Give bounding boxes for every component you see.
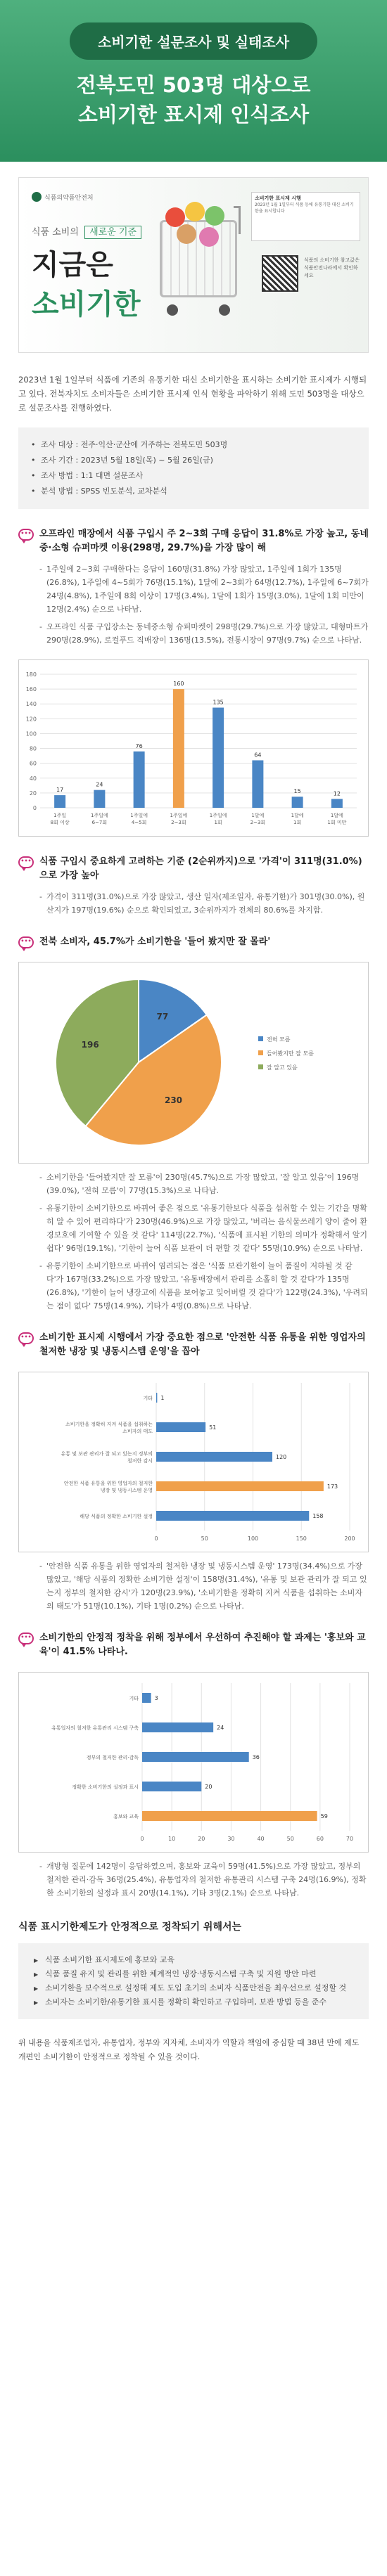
section-q3-bullet: - 소비기한을 '들어봤지만 잘 모름'이 230명(45.7%)으로 가장 많았고, '잘 알고 있음'이 196명(39.0%), '전혀 모름'이 77명(15.3%)으로 나타남.: [39, 1171, 369, 1197]
header-pill: 소비기한 설문조사 및 실태조사: [70, 22, 317, 60]
x-tick-label: 6~7회: [91, 820, 108, 825]
x-tick-label: 0: [140, 1836, 144, 1842]
notice-board: [251, 192, 360, 241]
data-label: 64: [254, 752, 262, 759]
y-tick-label: 20: [29, 790, 37, 797]
data-label: 173: [326, 1483, 338, 1490]
page-title: [0, 70, 387, 129]
ministry-logo-text: 식품의약품안전처: [44, 194, 94, 202]
most-important-chart: [18, 1372, 369, 1552]
y-tick-label: 기타: [143, 1396, 153, 1401]
y-tick-label: 해당 식품의 정확한 소비기한 설정: [80, 1514, 153, 1519]
data-label: 120: [276, 1454, 287, 1460]
legend-label: 잘 알고 있음: [267, 1064, 298, 1071]
data-label: 15: [293, 788, 301, 795]
y-tick-label: 40: [29, 775, 37, 782]
x-tick-label: 1주일에: [170, 813, 188, 818]
section-q2-title: 식품 구입시 중요하게 고려하는 기준 (2순위까지)으로 '가격'이 311명(31.0%)으로 가장 높아: [39, 856, 362, 881]
data-label: 196: [81, 1040, 99, 1050]
x-tick-label: 30: [227, 1836, 235, 1842]
y-tick-label: 120: [25, 716, 37, 723]
conclusion-paragraph: 위 내용을 식품제조업자, 유통업자, 정부와 지자체, 소비자가 역할과 책임에 중심할 때 38년 만에 제도 개편인 소비기한이 안정적으로 정착될 수 있을 것이다.: [18, 2038, 360, 2061]
legend-label: 전혀 모름: [267, 1036, 291, 1043]
shopping-cart-icon: [160, 192, 237, 333]
y-tick-label: 80: [29, 745, 37, 752]
x-tick-label: 1회: [293, 820, 302, 825]
hero-headline-2: 소비기한: [32, 288, 141, 321]
data-label: 17: [56, 787, 64, 794]
legend-swatch: [258, 1050, 263, 1055]
x-tick-label: 1달에: [251, 813, 265, 818]
notice-board-title: 소비기한 표시제 시행: [255, 195, 301, 201]
section-q1: [18, 527, 369, 647]
legend-swatch: [258, 1064, 263, 1069]
bar: [156, 1481, 324, 1491]
page-title-line2: 소비기한 표시제 인식조사: [77, 103, 310, 127]
data-label: 59: [320, 1813, 328, 1820]
intro-paragraph: 2023년 1월 1일부터 식품에 기존의 유통기한 대신 소비기한을 표시하는 소비기한 표시제가 시행되고 있다. 전북자치도 소비자들은 소비기한 표시제 인식 현황을 파악하기 위해 도민 503명을 대상으로 설문조사를 진행하였다.: [18, 375, 367, 413]
speech-bubble-icon: •••: [18, 856, 34, 868]
section-q3: [18, 935, 369, 949]
hero-subtitle-prefix: 식품 소비의: [32, 227, 79, 238]
bar: [134, 752, 145, 808]
section-q5-title: 소비기한의 안정적 정착을 위해 정부에서 우선하여 추진해야 할 과제는 '홍보와 교육'이 41.5% 나타나.: [39, 1632, 366, 1657]
data-label: 24: [217, 1725, 224, 1731]
x-tick-label: 40: [257, 1836, 265, 1842]
x-tick-label: 2~3회: [250, 820, 266, 825]
data-label: 12: [333, 790, 341, 797]
section-q4-bullet: - '안전한 식품 유통을 위한 영업자의 철저한 냉장 및 냉동시스템 운영' 173명(34.4%)으로 가장 많았고, '해당 식품의 정확한 소비기한 설정'이 158명(31.4%), '유통 및 보관 관리가 잘 되고 있는지 정부의 철저한 감시'가 120명(23.9%), '소비기한을 정확히 지켜 식품을 섭취하는 소비자의 태도'가 51명(10.1%), 기타 1명(0.2%) 순으로 나타남.: [39, 1559, 369, 1613]
x-tick-label: 100: [247, 1535, 259, 1542]
section-q5-bullet: - 개방형 질문에 142명이 응답하였으며, 홍보와 교육이 59명(41.5%)으로 가장 많았고, 정부의 철저한 관리·감독 36명(25.4%), 유통업자의 철저한 유통관리 시스템 구축 24명(16.9%), 정확한 소비기한의 설정과 표시 20명(14.1%), 기타 3명(2.1%) 순으로 나타남.: [39, 1860, 369, 1900]
section-q2-bullet: - 가격이 311명(31.0%)으로 가장 많았고, 생산 일자(제조일자, 유통기한)가 301명(30.0%), 원산지가 197명(19.6%) 순으로 확인되었고, 3순위까지가 전체의 80.6%를 차지함.: [39, 890, 369, 917]
bar: [212, 708, 224, 809]
section-q1-bullet: - 오프라인 식품 구입장소는 동네중소형 슈퍼마켓이 298명(29.7%)으로 가장 많았고, 대형마트가 290명(28.9%), 로컬푸드 직매장이 136명(13.5%), 전통시장이 97명(9.7%) 순으로 나타남.: [39, 620, 369, 647]
section-q5: [18, 1631, 369, 1659]
y-tick-label: 안전한 식품 유통을 위한 영업자의 철저한: [63, 1481, 153, 1486]
qr-code-icon: [262, 255, 298, 292]
bar: [94, 790, 105, 808]
speech-bubble-icon: •••: [18, 529, 34, 541]
data-label: 51: [209, 1424, 217, 1431]
x-tick-label: 8회 이상: [50, 820, 70, 825]
bar: [156, 1511, 309, 1521]
section-q3-bullet: - 유통기한이 소비기한으로 바뀌어 염려되는 점은 '식품 보관기한이 늘어 품질이 저하될 것 같다'가 167명(33.2%)으로 가장 많았고, '유통매장에서 관리를 소홀히 할 것 같다'가 135명(26.8%), '기한이 늘어 냉장고에 식품을 보어놓고 잊어버릴 것 같다'가 122명(24.3%), '우려되는 점이 없다' 75명(14.9%), 기타가 4명(0.8%)으로 나타남.: [39, 1259, 369, 1313]
hero-headline-1: 지금은: [32, 249, 113, 281]
x-tick-label: 150: [296, 1535, 307, 1542]
y-tick-label: 소비기한을 정확히 지켜 식품을 섭취하는: [65, 1422, 153, 1427]
conclusion-item: ▶ 소비자는 소비기한/유통기한 표시를 정확히 확인하고 구입하며, 보관 방법 등을 준수: [34, 1995, 353, 2009]
section-q4-title: 소비기한 표시제 시행에서 가장 중요한 점으로 '안전한 식품 유통을 위한 영업자의 철저한 냉장 및 냉동시스템 운영'을 꼽아: [39, 1332, 366, 1357]
y-tick-label: 홍보와 교육: [113, 1814, 139, 1820]
section-q3-bullet: - 유통기한이 소비기한으로 바뀌어 좋은 점으로 '유통기한보다 식품을 섭취할 수 있는 기간을 명확히 알 수 있어 편리하다'가 230명(46.9%)으로 가장 많았고, '버리는 음식물쓰레기 양이 줄어 환경보호에 기여할 수 있을 것 같다' 114명(22.7%), '식품에 표시된 기한의 의미가 정확해서 알기 쉽다' 96명(19.1%), '기한이 늘어 식품 보관이 더 편할 것 같다' 55명(10.9%) 순으로 나타남.: [39, 1202, 369, 1255]
y-tick-label: 유통업자의 철저한 유통관리 시스템 구축: [51, 1725, 139, 1731]
ministry-logo-icon: [32, 192, 42, 202]
survey-info-item: • 조사 방법 : 1:1 대면 설문조사: [31, 468, 356, 484]
y-tick-label: 유통 및 보관 관리가 잘 되고 있는지 정부의: [61, 1451, 153, 1457]
government-tasks-chart: [18, 1672, 369, 1853]
x-tick-label: 20: [198, 1836, 205, 1842]
data-label: 77: [156, 1012, 169, 1022]
purchase-frequency-chart: [18, 659, 369, 837]
bar: [156, 1422, 205, 1432]
x-tick-label: 200: [344, 1535, 355, 1542]
data-label: 135: [212, 699, 224, 706]
data-label: 20: [205, 1784, 212, 1790]
data-label: 160: [173, 681, 184, 688]
data-label: 230: [164, 1095, 183, 1105]
conclusion-item: ▶ 식품 품질 유지 및 관리를 위한 체계적인 냉장·냉동시스템 구축 및 지원 방안 마련: [34, 1967, 353, 1981]
page-title-line1: 전북도민 503명 대상으로: [76, 73, 311, 97]
x-tick-label: 0: [154, 1535, 158, 1542]
x-tick-label: 1주일에: [91, 813, 108, 818]
conclusion-box: [18, 1943, 369, 2019]
survey-info-item: • 분석 방법 : SPSS 빈도분석, 교차분석: [31, 484, 356, 499]
section-q1-title: 오프라인 매장에서 식품 구입시 주 2~3회 구매 응답이 31.8%로 가장 높고, 동네중·소형 슈퍼마켓 이용(298명, 29.7%)을 가장 많이 해: [39, 529, 369, 553]
x-tick-label: 50: [286, 1836, 294, 1842]
speech-bubble-icon: •••: [18, 1332, 34, 1344]
data-label: 3: [154, 1695, 158, 1701]
conclusion-title: 식품 표시기한제도가 안정적으로 정착되기 위해서는: [18, 1921, 242, 1933]
y-tick-label: 0: [32, 805, 37, 811]
bar: [142, 1782, 201, 1791]
bar: [142, 1811, 317, 1821]
conclusion-item: ▶ 식품 소비기한 표시제도에 홍보와 교육: [34, 1953, 353, 1967]
data-label: 1: [160, 1395, 165, 1401]
x-tick-label: 2~3회: [171, 820, 186, 825]
section-q4: [18, 1331, 369, 1359]
data-label: 36: [252, 1754, 260, 1760]
y-tick-label: 100: [25, 730, 37, 738]
awareness-pie-chart: [18, 962, 369, 1164]
y-tick-label: 철저한 감시: [127, 1458, 153, 1464]
x-tick-label: 4~5회: [131, 820, 147, 825]
bar: [252, 760, 263, 808]
bar: [142, 1693, 151, 1703]
hero-subtitle-boxed: 새로운 기준: [84, 226, 141, 239]
bar: [142, 1752, 249, 1762]
x-tick-label: 1달에: [291, 813, 304, 818]
x-tick-label: 70: [345, 1836, 354, 1842]
hero-subtitle: [32, 224, 141, 238]
qr-caption: 식품의 소비기한 참고값은 식품안전나라에서 확인하세요: [304, 257, 360, 278]
x-tick-label: 10: [168, 1836, 176, 1842]
x-tick-label: 1주일: [53, 813, 67, 818]
x-tick-label: 1주일에: [209, 813, 227, 818]
survey-info-item: • 조사 대상 : 전주·익산·군산에 거주하는 전북도민 503명: [31, 437, 356, 453]
y-tick-label: 140: [25, 701, 37, 708]
section-q1-bullet: - 1주일에 2~3회 구매한다는 응답이 160명(31.8%) 가장 많았고, 1주일에 1회가 135명(26.8%), 1주일에 4~5회가 76명(15.1%), 1달에 2~3회가 64명(12.7%), 1주일에 6~7회가 24명(4.8%), 1주일에 8회 이상이 17명(3.4%), 1달에 1회가 15명(3.0%), 1달에 1회 미만이 12명(2.4%) 순으로 나타남.: [39, 562, 369, 616]
survey-info-item: • 조사 기간 : 2023년 5월 18일(목) ~ 5월 26일(금): [31, 453, 356, 468]
bar: [156, 1452, 272, 1462]
bar: [331, 799, 343, 808]
x-tick-label: 50: [201, 1535, 208, 1542]
legend-label: 들어봤지만 잘 모름: [267, 1050, 314, 1057]
data-label: 76: [135, 742, 143, 749]
bar: [292, 797, 303, 808]
conclusion-item: ▶ 소비기한을 보수적으로 설정해 제도 도입 초기의 소비자 식품안전을 최우선으로 설정할 것: [34, 1981, 353, 1995]
y-tick-label: 180: [25, 671, 37, 678]
bar: [156, 1393, 157, 1403]
notice-board-text: 2023년 1월 1일부터 식품 등에 유통기한 대신 소비기한을 표시합니다: [255, 202, 354, 214]
bar: [173, 689, 184, 808]
x-tick-label: 1회: [214, 820, 222, 825]
bar: [142, 1722, 213, 1732]
x-tick-label: 1주일에: [130, 813, 148, 818]
section-q2: [18, 855, 369, 917]
legend-swatch: [258, 1036, 263, 1041]
data-label: 24: [96, 781, 103, 788]
x-tick-label: 60: [316, 1836, 324, 1842]
survey-info-box: [18, 427, 369, 509]
y-tick-label: 160: [25, 686, 37, 693]
y-tick-label: 소비자의 태도: [122, 1429, 153, 1434]
hero-image: [18, 177, 369, 353]
x-tick-label: 1달에: [330, 813, 343, 818]
y-tick-label: 60: [29, 760, 37, 767]
section-q3-title: 전북 소비자, 45.7%가 소비기한을 '들어 봤지만 잘 몰라': [39, 936, 271, 947]
y-tick-label: 정부의 철저한 관리·감독: [86, 1755, 139, 1760]
header-banner: [0, 0, 387, 162]
y-tick-label: 정확한 소비기한의 설정과 표시: [72, 1784, 139, 1790]
data-label: 158: [312, 1513, 324, 1519]
y-tick-label: 기타: [129, 1696, 139, 1701]
y-tick-label: 냉장 및 냉동시스템 운영: [100, 1488, 153, 1493]
ministry-logo: [32, 192, 94, 202]
x-tick-label: 1회 미만: [327, 820, 347, 825]
speech-bubble-icon: •••: [18, 1632, 34, 1644]
speech-bubble-icon: •••: [18, 936, 34, 948]
bar: [54, 795, 65, 808]
